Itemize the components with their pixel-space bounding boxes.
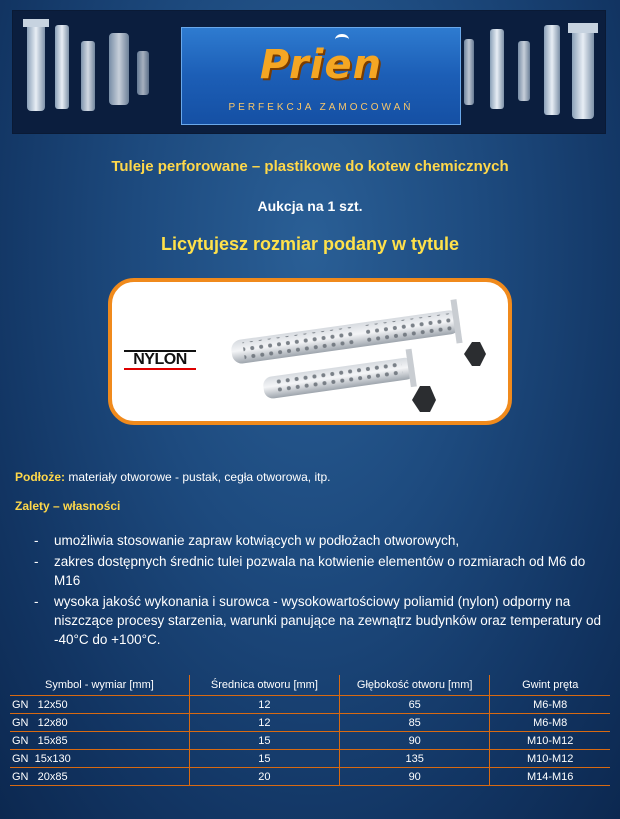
column-header: Średnica otworu [mm]: [189, 675, 339, 696]
advantages-list: [30, 531, 608, 651]
cell-diameter: 15: [189, 750, 339, 768]
cell-diameter: 15: [189, 732, 339, 750]
cell-thread: M6-M8: [490, 696, 610, 714]
list-item: - umożliwia stosowanie zapraw kotwiących w podłożach otworowych,: [34, 533, 460, 548]
bid-note: Licytujesz rozmiar podany w tytule: [160, 234, 460, 254]
column-header: Głębokość otworu [mm]: [339, 675, 489, 696]
table-row: [10, 714, 610, 732]
spec-table: [10, 675, 610, 786]
cell-depth: 85: [339, 714, 489, 732]
nylon-badge: NYLON: [124, 350, 196, 370]
cell-depth: 135: [339, 750, 489, 768]
advantages-heading: Zalety – własności: [15, 499, 121, 513]
cell-diameter: 12: [189, 696, 339, 714]
table-row: [10, 732, 610, 750]
advantage-text: zakres dostępnych średnic tulei pozwala na kotwienie elementów o rozmiarach od M6 do M16: [54, 554, 586, 588]
cell-thread: M14-M16: [490, 768, 610, 786]
substrate-label: Podłoże:: [15, 470, 65, 484]
brand-name: Prien: [259, 42, 383, 88]
substrate-value: materiały otworowe - pustak, cegła otworowa, itp.: [65, 470, 331, 484]
substrate-line: [15, 470, 330, 484]
auction-quantity: Aukcja na 1 szt.: [257, 198, 363, 214]
product-title: Tuleje perforowane – plastikowe do kotew chemicznych: [111, 158, 509, 175]
perforated-sleeves-image: [112, 282, 508, 421]
table-row: [10, 696, 610, 714]
anchor-bolts-left-image: [13, 11, 163, 133]
table-header-row: [10, 675, 610, 696]
cell-symbol: GN 12x80: [10, 714, 189, 732]
cell-diameter: 12: [189, 714, 339, 732]
brand-tagline: PERFEKCJA ZAMOCOWAŃ: [228, 102, 414, 113]
cell-symbol: GN 15x85: [10, 732, 189, 750]
anchor-bolts-right-image: [460, 11, 605, 133]
table-row: [10, 750, 610, 768]
table-row: [10, 768, 610, 786]
column-header: Symbol - wymiar [mm]: [10, 675, 189, 696]
advantage-text: umożliwia stosowanie zapraw kotwiących w podłożach otworowych,: [54, 533, 460, 548]
list-item: - zakres dostępnych średnic tulei pozwala na kotwienie elementów o rozmiarach od M6 do M16: [34, 554, 586, 588]
product-image-frame: [108, 278, 512, 425]
cell-diameter: 20: [189, 768, 339, 786]
cell-symbol: GN 20x85: [10, 768, 189, 786]
cell-thread: M6-M8: [490, 714, 610, 732]
advantage-text: wysoka jakość wykonania i surowca - wysokowartościowy poliamid (nylon) odporny na niszczące procesy starzenia, warunki panujące na zewnątrz budynków oraz temperatury od -40°C do +100°C.: [54, 594, 602, 647]
cell-symbol: GN 15x130: [10, 750, 189, 768]
brand-logo: [181, 27, 461, 125]
column-header: Gwint pręta: [490, 675, 610, 696]
cell-depth: 90: [339, 768, 489, 786]
header-banner: [12, 10, 606, 134]
cell-depth: 65: [339, 696, 489, 714]
list-item: - wysoka jakość wykonania i surowca - wysokowartościowy poliamid (nylon) odporny na niszczące procesy starzenia, warunki panujące na zewnątrz budynków oraz temperatury od -40°C do +100°C.: [34, 594, 602, 647]
cell-thread: M10-M12: [490, 732, 610, 750]
cell-depth: 90: [339, 732, 489, 750]
cell-symbol: GN 12x50: [10, 696, 189, 714]
cell-thread: M10-M12: [490, 750, 610, 768]
